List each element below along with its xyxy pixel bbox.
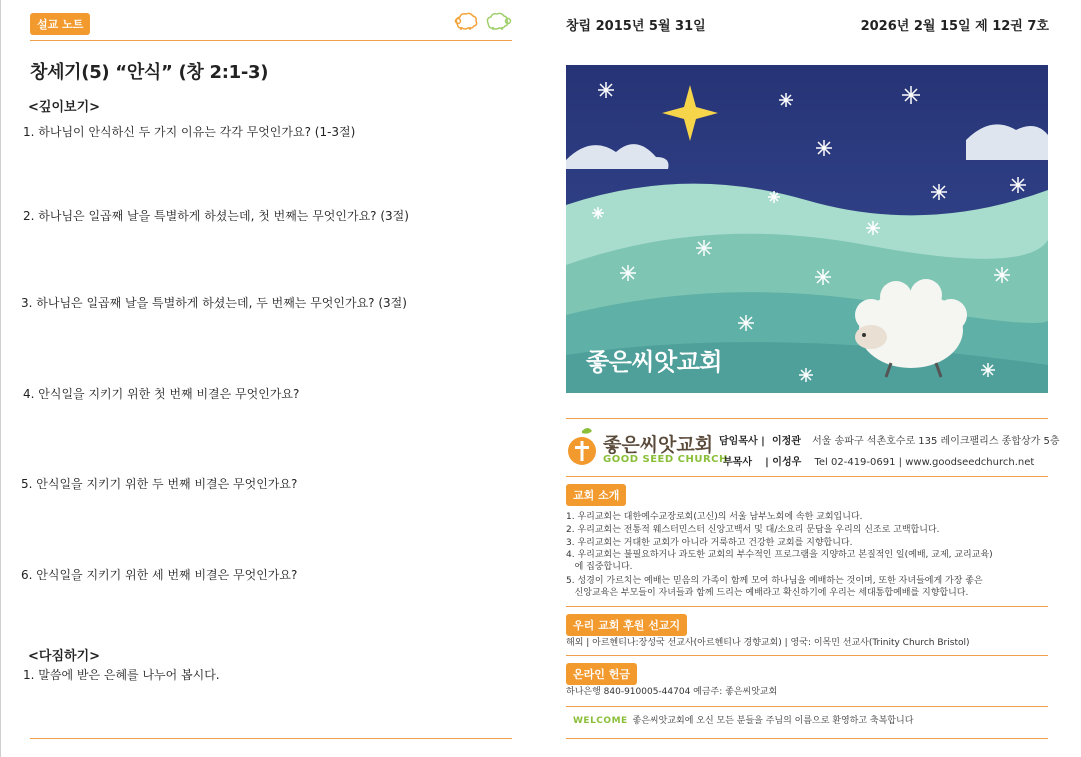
sermon-note-badge: 설교 노트	[30, 13, 90, 35]
question-5: 5. 안식일을 지키기 위한 두 번째 비결은 무엇인가요?	[21, 477, 298, 491]
intro-item-4-cont: 에 집중합니다.	[566, 562, 633, 572]
senior-pastor-row	[719, 432, 1060, 447]
intro-divider	[566, 606, 1048, 607]
intro-item-4: 4. 우리교회는 불필요하거나 과도한 교회의 부수적인 프로그램을 지양하고 본질적인 일(예배, 교제, 교리교육)	[566, 550, 993, 560]
question-1: 1. 하나님이 안식하신 두 가지 이유는 각각 무엇인가요? (1-3절)	[23, 125, 356, 139]
mission-badge: 우리 교회 후원 선교지	[566, 614, 687, 636]
founded-date: 창립 2015년 5월 31일	[566, 19, 706, 34]
top-divider	[30, 40, 512, 41]
offering-badge: 온라인 헌금	[566, 663, 637, 685]
welcome-label: WELCOME	[573, 716, 628, 726]
mission-divider	[566, 655, 1048, 656]
question-2: 2. 하나님은 일곱째 날을 특별하게 하셨는데, 첫 번째는 무엇인가요? (3절)	[23, 209, 409, 223]
intro-item-5: 5. 성경이 가르치는 예배는 믿음의 가족이 함께 모여 하나님을 예배하는 것이며, 또한 자녀들에게 가장 좋은	[566, 576, 983, 586]
question-4: 4. 안식일을 지키기 위한 첫 번째 비결은 무엇인가요?	[23, 387, 300, 401]
bulletin-cover-page	[541, 0, 1081, 757]
issue-info: 2026년 2월 15일 제 12권 7호	[860, 19, 1049, 34]
question-3: 3. 하나님은 일곱째 날을 특별하게 하셨는데, 두 번째는 무엇인가요? (3절)	[21, 296, 407, 310]
logo-church-name-ko: 좋은씨앗교회	[603, 434, 714, 456]
sermon-title: 창세기(5) “안식” (창 2:1-3)	[30, 62, 269, 83]
intro-item-3: 3. 우리교회는 거대한 교회가 아니라 거룩하고 건강한 교회를 지향합니다.	[566, 538, 853, 548]
church-address: 서울 송파구 석촌호수로 135 레이크팰리스 종합상가 5층	[812, 436, 1060, 447]
welcome-divider	[566, 738, 1048, 739]
intro-badge: 교회 소개	[566, 484, 626, 506]
intro-item-2: 2. 우리교회는 전통적 웨스터민스터 신앙고백서 및 대/소요리 문답을 우리의 신조로 고백합니다.	[566, 525, 940, 535]
hero-divider	[566, 418, 1048, 419]
question-6: 6. 안식일을 지키기 위한 세 번째 비결은 무엇인가요?	[21, 568, 298, 582]
resolve-item-1: 1. 말씀에 받은 은혜를 나누어 봅시다.	[23, 668, 220, 682]
senior-pastor-name: 이정관	[771, 436, 801, 447]
mission-text: 해외 | 아르헨티나:장성국 선교사(아르헨티나 경향교회) | 영국: 이목민 선교사(Trinity Church Bristol)	[566, 638, 970, 648]
associate-pastor-row	[723, 453, 1034, 468]
welcome-text: 좋은씨앗교회에 오신 모든 분들을 주님의 이름으로 환영하고 축복합니다	[632, 716, 914, 726]
hero-church-name: 좋은씨앗교회	[586, 348, 723, 376]
logo-church-name-en: GOOD SEED CHURCH	[603, 454, 728, 465]
bottom-divider	[30, 738, 512, 739]
associate-pastor-name: | 이성우	[765, 457, 802, 468]
offering-divider	[566, 706, 1048, 707]
intro-item-5-cont: 신앙교육은 부모들이 자녀들과 함께 드리는 예배라고 확신하기에 우리는 세대통합예배를 지향합니다.	[566, 588, 969, 598]
sheep-orange-icon	[452, 11, 480, 31]
logo-divider	[566, 476, 1048, 477]
section-deep-look: <깊이보기>	[28, 100, 101, 115]
senior-pastor-label: 담임목사 |	[719, 436, 765, 447]
sheep-green-icon	[483, 11, 513, 31]
offering-text: 하나은행 840-910005-44704 예금주: 좋은씨앗교회	[566, 687, 778, 697]
welcome-row	[573, 715, 913, 727]
intro-item-1: 1. 우리교회는 대한예수교장로회(고신)의 서울 남부노회에 속한 교회입니다.	[566, 512, 863, 522]
section-resolve: <다짐하기>	[28, 649, 101, 664]
church-logo-icon	[566, 427, 598, 467]
associate-pastor-label: 부목사	[723, 457, 752, 468]
church-contact: Tel 02-419-0691 | www.goodseedchurch.net	[814, 457, 1035, 468]
